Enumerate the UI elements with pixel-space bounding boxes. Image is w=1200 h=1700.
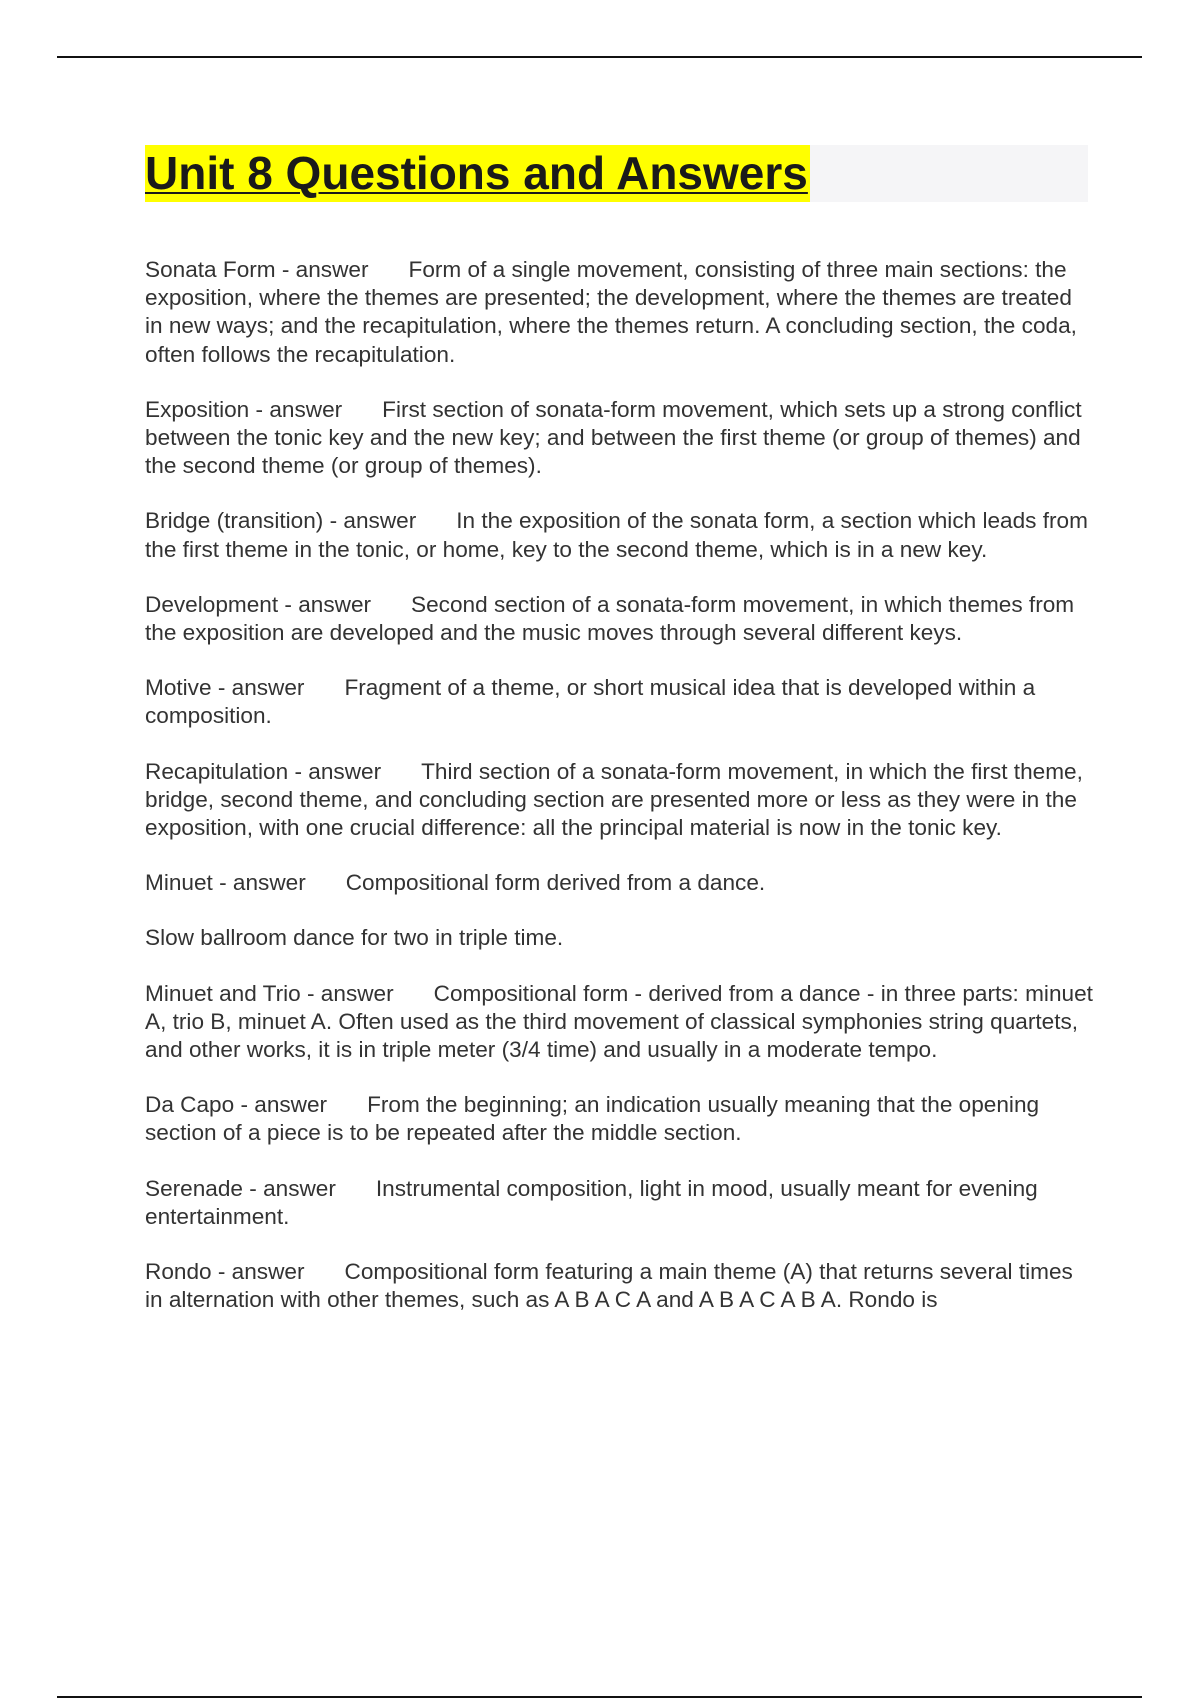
qa-entry (145, 1091, 1095, 1147)
entry-definition: Slow ballroom dance for two in triple time. (145, 925, 564, 951)
page-bottom-rule (57, 1696, 1142, 1698)
entry-term: Motive - answer (145, 675, 305, 701)
entry-term: Recapitulation - answer (145, 758, 382, 784)
entry-term: Serenade - answer (145, 1175, 336, 1201)
qa-list (145, 256, 1095, 1341)
qa-entry (145, 758, 1095, 843)
qa-entry (145, 256, 1095, 369)
entry-term: Minuet and Trio - answer (145, 980, 394, 1006)
entry-term: Bridge (transition) - answer (145, 508, 417, 534)
entry-definition: Form of a single movement, consisting of three main sections: the exposition, where the themes are presented; the development, where the themes are treated in new ways; and the recapitulation, where the themes return. A concluding section, the coda, often follows the recapitulation. (145, 257, 1077, 367)
entry-term: Rondo - answer (145, 1259, 305, 1285)
qa-entry (145, 591, 1095, 647)
entry-definition: From the beginning; an indication usually meaning that the opening section of a piece is to be repeated after the middle section. (145, 1092, 1040, 1146)
entry-definition: Instrumental composition, light in mood, usually meant for evening entertainment. (145, 1175, 1038, 1229)
entry-definition: Third section of a sonata-form movement, in which the first theme, bridge, second theme, and concluding section are presented more or less as they were in the exposition, with one crucial difference: all the principal material is now in the tonic key. (145, 758, 1083, 841)
qa-entry-continuation (145, 924, 1095, 952)
qa-entry (145, 1258, 1095, 1314)
qa-entry (145, 674, 1095, 730)
qa-entry (145, 1175, 1095, 1231)
entry-definition: In the exposition of the sonata form, a section which leads from the first theme in the tonic, or home, key to the second theme, which is in a new key. (145, 508, 1088, 562)
entry-term: Da Capo - answer (145, 1092, 328, 1118)
entry-definition: Compositional form derived from a dance. (345, 870, 766, 896)
qa-entry (145, 396, 1095, 481)
entry-term: Minuet - answer (145, 870, 306, 896)
entry-definition: Compositional form - derived from a dance - in three parts: minuet A, trio B, minuet A. Often used as the third movement of classical symphonies string quartets, and other works, it is in triple meter (3/4 time) and usually in a moderate tempo. (145, 980, 1093, 1063)
qa-entry (145, 980, 1095, 1065)
qa-entry (145, 869, 1095, 897)
qa-entry (145, 507, 1095, 563)
entry-definition: Compositional form featuring a main theme (A) that returns several times in alternation with other themes, such as A B A C A and A B A C A B A. Rondo is (145, 1259, 1073, 1313)
entry-term: Exposition - answer (145, 396, 343, 422)
entry-term: Development - answer (145, 591, 372, 617)
entry-definition: First section of sonata-form movement, which sets up a strong conflict between the tonic key and the new key; and between the first theme (or group of themes) and the second theme (or group of themes). (145, 396, 1082, 479)
page-title: Unit 8 Questions and Answers (145, 145, 810, 202)
entry-definition: Fragment of a theme, or short musical idea that is developed within a composition. (145, 675, 1036, 729)
entry-definition: Second section of a sonata-form movement, in which themes from the exposition are developed and the music moves through several different keys. (145, 591, 1075, 646)
entry-term: Sonata Form - answer (145, 257, 369, 282)
page-top-rule (57, 56, 1142, 58)
